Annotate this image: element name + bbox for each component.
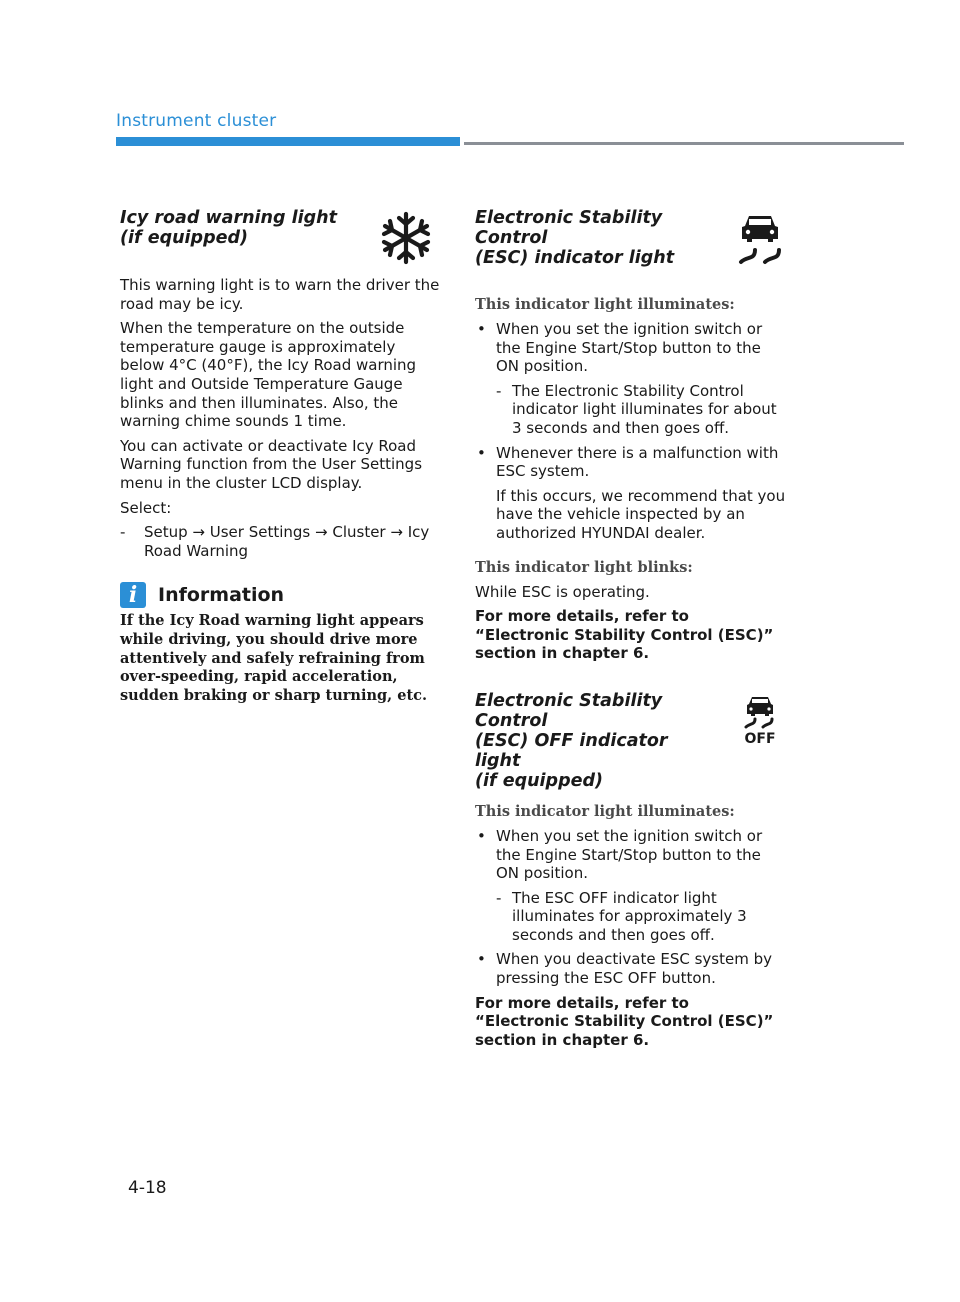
dash-mark: - [496, 888, 502, 907]
information-body: If the Icy Road warning light appears while driving, you should drive more attentively and safely refraining from over-speeding, rapid acceleration, sudden braking or sharp turning, etc. [120, 612, 428, 704]
header-rule-accent [116, 137, 460, 146]
icy-road-title: Icy road warning light (if equipped) [120, 208, 337, 248]
esc-bullet-1: • When you set the ignition switch or the Engine Start/Stop button to the ON position. [475, 320, 787, 376]
information-icon: i [120, 582, 146, 608]
esc-off-reference: For more details, refer to “Electronic Stability Control (ESC)” section in chapter 6. [475, 993, 774, 1049]
information-header [120, 582, 440, 608]
esc-illuminates-heading: This indicator light illuminates: [475, 296, 735, 313]
running-header: Instrument cluster [116, 111, 277, 131]
page-number: 4-18 [128, 1178, 167, 1198]
esc-blinks-heading: This indicator light blinks: [475, 558, 693, 576]
esc-off-bullet-1-subitem [496, 889, 787, 945]
esc-bullet-2-continuation: If this occurs, we recommend that you have the vehicle inspected by an authorized HYUNDAI dealer. [496, 486, 786, 542]
esc-blinks-text: While ESC is operating. [475, 582, 650, 601]
esc-bullet-1-subitem [496, 382, 787, 438]
icy-road-paragraph-1: This warning light is to warn the driver the road may be icy. [120, 276, 440, 313]
icy-road-select-label: Select: [120, 498, 172, 517]
snowflake-icon [378, 210, 434, 270]
icy-road-section-header [120, 208, 440, 248]
left-column [120, 208, 440, 705]
settings-path-text: Setup → User Settings → Cluster → Icy Road Warning [144, 523, 430, 560]
esc-reference: For more details, refer to “Electronic Stability Control (ESC)” section in chapter 6. [475, 607, 774, 663]
esc-off-icon-text: OFF [744, 730, 776, 745]
icy-road-settings-path [120, 523, 440, 560]
esc-off-title: Electronic Stability Control (ESC) OFF indicator light (if equipped) [475, 690, 668, 791]
icy-road-paragraph-3: You can activate or deactivate Icy Road Warning function from the User Settings menu in the cluster LCD display. [120, 436, 423, 492]
esc-skid-car-icon [733, 210, 787, 270]
esc-subitem-text: The Electronic Stability Control indicator light illuminates for about 3 seconds and then goes off. [512, 381, 777, 437]
esc-off-section-header [475, 691, 787, 791]
header-rule-grey [464, 142, 904, 145]
dash-mark: - [120, 523, 126, 542]
esc-title: Electronic Stability Control (ESC) indicator light [475, 208, 675, 268]
esc-off-subitem-text: The ESC OFF indicator light illuminates for approximately 3 seconds and then goes off. [512, 888, 747, 944]
esc-off-icon [741, 695, 779, 749]
dash-mark: - [496, 381, 502, 400]
esc-off-bullet-2: • When you deactivate ESC system by pressing the ESC OFF button. [475, 950, 787, 987]
icy-road-paragraph-2: When the temperature on the outside temperature gauge is approximately below 4°C (40°F), the Icy Road warning light and Outside Temperature Gauge blinks and then illuminates. Also, the warning chime sounds 1 time. [120, 319, 417, 431]
esc-section-header [475, 208, 787, 268]
information-title: Information [158, 584, 285, 607]
esc-off-bullet-1: • When you set the ignition switch or the Engine Start/Stop button to the ON position. [475, 827, 787, 883]
esc-bullet-2: • Whenever there is a malfunction with ESC system. [475, 444, 787, 481]
esc-off-illuminates-heading: This indicator light illuminates: [475, 802, 735, 820]
right-column [475, 208, 787, 1049]
